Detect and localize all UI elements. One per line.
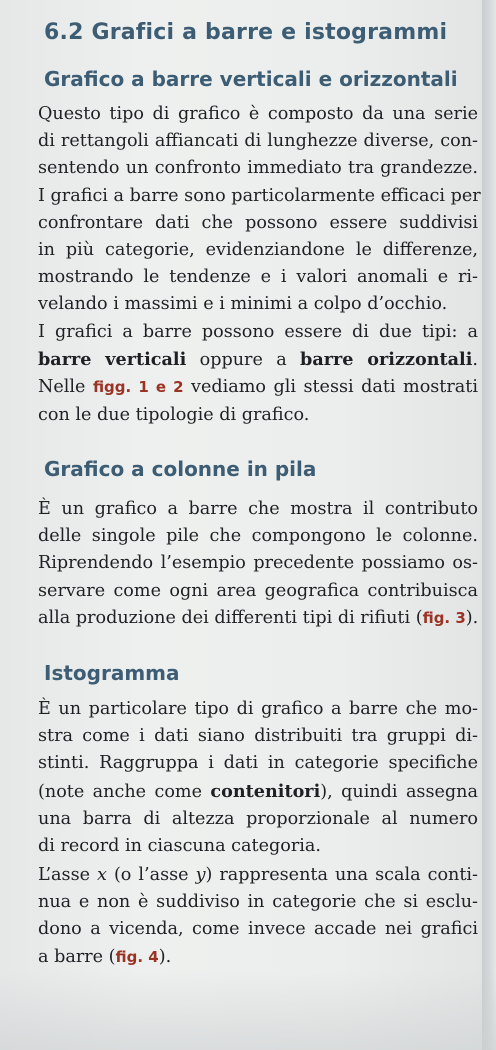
- bold-term: contenitori: [210, 780, 321, 802]
- text-line: mostrando le tendenze e i valori anomali e ri-: [38, 267, 478, 288]
- text-line: una barra di altezza proporzionale al numero: [38, 808, 478, 829]
- paragraph-bar-charts-intro: [38, 101, 481, 319]
- section-title-text: Grafici a barre e istogrammi: [91, 20, 448, 45]
- text-line: (note anche come contenitori), quindi assegna: [38, 780, 478, 802]
- paragraph-bar-chart-types: [38, 319, 478, 429]
- text-line: in più categorie, evidenziandone le differenze,: [38, 240, 478, 261]
- figure-reference: figg. 1 e 2: [92, 378, 184, 397]
- page-edge: [482, 0, 496, 1050]
- text-line: I grafici a barre possono essere di due tipi: a: [38, 322, 478, 342]
- text-line: stinti. Raggruppa i dati in categorie specifiche: [38, 753, 478, 774]
- text-line: nua e non è suddiviso in categorie che si esclu-: [38, 892, 478, 913]
- subheading-stacked-columns: Grafico a colonne in pila: [44, 457, 317, 481]
- section-title: [44, 20, 447, 45]
- axis-variable: x: [97, 865, 107, 885]
- text-line: È un grafico a barre che mostra il contributo: [38, 499, 478, 519]
- text-line: I grafici a barre sono particolarmente efficaci per: [38, 185, 481, 206]
- text-line: Nelle figg. 1 e 2 vediamo gli stessi dati mostrati: [38, 377, 478, 398]
- subheading-bar-charts: Grafico a barre verticali e orizzontali: [44, 67, 458, 91]
- page-shadow: [0, 970, 496, 1050]
- bold-term: barre orizzontali: [300, 349, 473, 371]
- paragraph-histogram-definition: [38, 696, 478, 860]
- text-line: con le due tipologie di grafico.: [38, 404, 310, 425]
- text-line: di record in ciascuna categoria.: [38, 836, 321, 857]
- text-line: servare come ogni area geografica contribuisca: [38, 580, 478, 601]
- text-line: L’asse x (o l’asse y) rappresenta una scala conti-: [38, 865, 479, 885]
- paragraph-histogram-axis: [38, 862, 478, 971]
- text-line: a barre (fig. 4).: [38, 946, 172, 967]
- axis-variable: y: [195, 865, 206, 885]
- subheading-histogram: Istogramma: [44, 661, 180, 685]
- text-line: barre verticali oppure a barre orizzontali.: [38, 349, 478, 371]
- figure-reference: fig. 4: [115, 947, 159, 966]
- text-line: stra come i dati siano distribuiti tra gruppi di-: [38, 726, 478, 747]
- figure-reference: fig. 3: [422, 608, 466, 627]
- text-line: Questo tipo di grafico è composto da una serie: [38, 104, 478, 124]
- text-line: di rettangoli affiancati di lunghezze diverse, con-: [38, 131, 478, 152]
- text-line: velando i massimi e i minimi a colpo d’occhio.: [38, 294, 448, 315]
- text-line: dono a vicenda, come invece accade nei grafici: [38, 919, 478, 940]
- text-line: sentendo un confronto immediato tra grandezze.: [38, 158, 478, 179]
- paragraph-stacked-columns: [38, 496, 478, 632]
- text-line: alla produzione dei differenti tipi di rifiuti (fig. 3).: [38, 607, 479, 628]
- section-number: 6.2: [44, 20, 84, 45]
- text-line: È un particolare tipo di grafico a barre che mo-: [38, 699, 478, 719]
- text-line: Riprendendo l’esempio precedente possiamo os-: [38, 553, 478, 574]
- text-line: confrontare dati che possono essere suddivisi: [38, 212, 478, 233]
- text-line: delle singole pile che compongono le colonne.: [38, 526, 478, 547]
- bold-term: barre verticali: [38, 349, 187, 371]
